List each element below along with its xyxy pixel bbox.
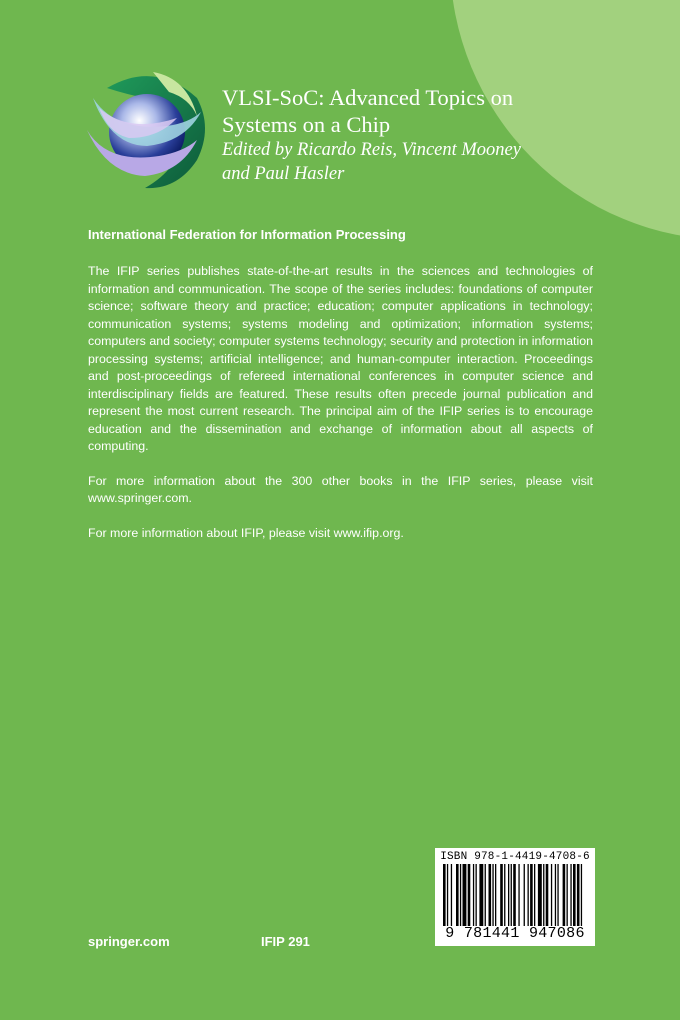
barcode-bar <box>500 864 503 926</box>
barcode-bar <box>485 864 486 926</box>
barcode-bar <box>555 864 556 926</box>
barcode-bar <box>504 864 505 926</box>
barcode-bar <box>476 864 477 926</box>
barcode-digits: 9 781441 947086 <box>445 925 585 942</box>
book-title-line-1: VLSI-SoC: Advanced Topics on <box>222 85 514 110</box>
barcode-bar <box>460 864 461 926</box>
barcode-bar <box>492 864 493 926</box>
title-block <box>222 84 662 185</box>
barcode-bar <box>567 864 568 926</box>
barcode-bar <box>463 864 467 926</box>
barcode-bar <box>473 864 474 926</box>
book-title-line-2: Systems on a Chip <box>222 112 391 137</box>
barcode-bar <box>557 864 558 926</box>
barcode-bar <box>538 864 542 926</box>
barcode-bar <box>508 864 509 926</box>
barcode-bar <box>577 864 580 926</box>
barcode-bar <box>543 864 544 926</box>
barcode-bar <box>443 864 446 926</box>
barcode-bar <box>456 864 459 926</box>
barcode-bar <box>447 864 448 926</box>
springer-info-paragraph: For more information about the 300 other books in the IFIP series, please visit www.springer.com. <box>88 473 593 505</box>
barcode-bar <box>511 864 512 926</box>
barcode-bar <box>495 864 496 926</box>
description-block <box>88 226 593 559</box>
barcode-bar <box>524 864 525 926</box>
ifip-info-paragraph: For more information about IFIP, please visit www.ifip.org. <box>88 525 404 540</box>
barcode-bar <box>563 864 566 926</box>
publisher-url: springer.com <box>88 934 170 949</box>
barcode-bar <box>530 864 533 926</box>
ifip-logo-icon <box>85 68 210 193</box>
barcode-bars <box>443 864 587 926</box>
editors-line-1: Edited by Ricardo Reis, Vincent Mooney <box>222 140 521 160</box>
barcode-bar <box>468 864 471 926</box>
barcode-bar <box>573 864 576 926</box>
barcode-bar <box>551 864 552 926</box>
barcode-bar <box>518 864 519 926</box>
series-title: International Federation for Information Processing <box>88 227 406 242</box>
series-number: IFIP 291 <box>261 934 310 949</box>
isbn-barcode <box>435 848 595 946</box>
barcode-bar <box>513 864 516 926</box>
editors-line-2: and Paul Hasler <box>222 163 345 184</box>
barcode-bar <box>581 864 582 926</box>
barcode-bar <box>570 864 571 926</box>
barcode-bar <box>489 864 492 926</box>
barcode-bar <box>451 864 452 926</box>
barcode-bar <box>534 864 535 926</box>
barcode-bar <box>528 864 529 926</box>
barcode-bar <box>546 864 549 926</box>
isbn-label: ISBN 978-1-4419-4708-6 <box>440 851 590 863</box>
barcode-bar <box>479 864 483 926</box>
series-description-paragraph: The IFIP series publishes state-of-the-art results in the sciences and technologies of information and communication. The scope of the series includes: foundations of computer science; software theory and practice; education; computer applications in technology; communication systems; systems modeling and optimization; information systems; computers and society; computer systems technology; security and protection in information processing systems; artificial intelligence; and human-computer interaction. Proceedings and post-proceedings of refereed international conferences in computer science and interdisciplinary fields are featured. These results often precede journal publication and represent the most current research. The principal aim of the IFIP series is to encourage education and the dissemination and exchange of information about all aspects of computing. <box>88 264 593 453</box>
